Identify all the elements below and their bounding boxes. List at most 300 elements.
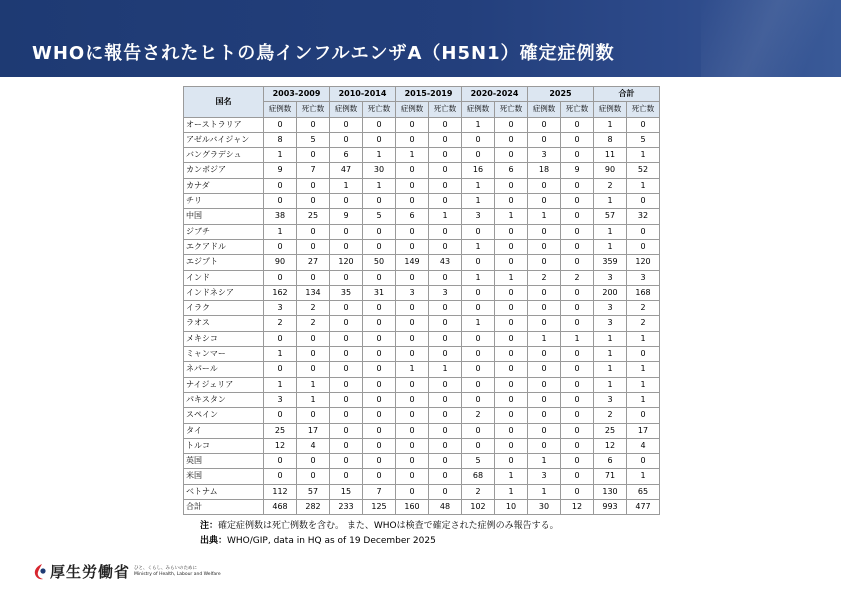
cases-cell: 0	[528, 239, 561, 254]
deaths-cell: 0	[363, 423, 396, 438]
country-cell: 中国	[184, 209, 264, 224]
deaths-cell: 1	[429, 209, 462, 224]
cases-cell: 0	[396, 408, 429, 423]
source-label: 出典：	[200, 536, 228, 546]
cases-cell: 0	[462, 362, 495, 377]
cases-cell: 25	[264, 423, 297, 438]
cases-cell: 0	[264, 239, 297, 254]
cases-cell: 233	[330, 500, 363, 515]
cases-cell: 2	[462, 408, 495, 423]
deaths-cell: 0	[429, 469, 462, 484]
cases-cell: 0	[396, 347, 429, 362]
cases-cell: 1	[330, 178, 363, 193]
note-text: 確定症例数は死亡例数を含む。 また、WHOは検査で確定された症例のみ報告する。	[218, 521, 559, 531]
deaths-cell: 1	[627, 178, 660, 193]
cases-cell: 47	[330, 163, 363, 178]
cases-cell: 0	[330, 469, 363, 484]
cases-cell: 0	[330, 377, 363, 392]
deaths-cell: 0	[561, 148, 594, 163]
cases-cell: 1	[594, 117, 627, 132]
deaths-cell: 0	[297, 224, 330, 239]
deaths-cell: 0	[561, 392, 594, 407]
deaths-cell: 1	[561, 331, 594, 346]
deaths-cell: 0	[297, 178, 330, 193]
cases-cell: 57	[594, 209, 627, 224]
cases-cell: 0	[330, 224, 363, 239]
deaths-cell: 0	[495, 117, 528, 132]
deaths-cell: 1	[627, 148, 660, 163]
deaths-cell: 0	[429, 132, 462, 147]
table-row	[184, 316, 660, 331]
cases-cell: 0	[528, 392, 561, 407]
cases-cell: 0	[396, 301, 429, 316]
cases-cell: 1	[594, 239, 627, 254]
cases-cell: 0	[462, 285, 495, 300]
cases-cell: 0	[396, 132, 429, 147]
cases-cell: 16	[462, 163, 495, 178]
cases-cell: 0	[396, 194, 429, 209]
cases-cell: 11	[594, 148, 627, 163]
deaths-cell: 0	[363, 408, 396, 423]
deaths-cell: 1	[495, 484, 528, 499]
cases-cell: 0	[462, 392, 495, 407]
cases-cell: 0	[396, 438, 429, 453]
table-row	[184, 484, 660, 499]
cases-cell: 1	[594, 362, 627, 377]
cases-cell: 162	[264, 285, 297, 300]
deaths-cell: 0	[561, 423, 594, 438]
period-header: 2003-2009	[264, 87, 330, 102]
deaths-cell: 0	[561, 239, 594, 254]
deaths-cell: 0	[627, 408, 660, 423]
deaths-cell: 5	[627, 132, 660, 147]
cases-cell: 1	[264, 347, 297, 362]
deaths-cell: 0	[627, 454, 660, 469]
cases-cell: 0	[264, 454, 297, 469]
deaths-cell: 125	[363, 500, 396, 515]
deaths-cell: 1	[627, 362, 660, 377]
deaths-cell: 17	[297, 423, 330, 438]
deaths-cell: 0	[561, 194, 594, 209]
deaths-cell: 0	[297, 347, 330, 362]
deaths-cell: 1	[495, 469, 528, 484]
deaths-subheader: 死亡数	[627, 102, 660, 117]
deaths-cell: 0	[561, 285, 594, 300]
table-row	[184, 347, 660, 362]
deaths-cell: 0	[561, 117, 594, 132]
cases-cell: 1	[528, 331, 561, 346]
cases-cell: 0	[330, 392, 363, 407]
deaths-cell: 0	[363, 454, 396, 469]
cases-cell: 2	[462, 484, 495, 499]
cases-cell: 0	[462, 377, 495, 392]
cases-subheader: 症例数	[594, 102, 627, 117]
deaths-cell: 0	[429, 148, 462, 163]
deaths-cell: 0	[297, 194, 330, 209]
deaths-cell: 0	[495, 148, 528, 163]
deaths-cell: 0	[495, 239, 528, 254]
cases-cell: 0	[330, 347, 363, 362]
cases-cell: 8	[594, 132, 627, 147]
country-cell: トルコ	[184, 438, 264, 453]
country-cell: ラオス	[184, 316, 264, 331]
cases-cell: 0	[396, 224, 429, 239]
ministry-tagline	[134, 566, 221, 578]
deaths-cell: 30	[363, 163, 396, 178]
deaths-cell: 2	[627, 301, 660, 316]
cases-cell: 0	[528, 362, 561, 377]
deaths-cell: 17	[627, 423, 660, 438]
deaths-cell: 3	[429, 285, 462, 300]
deaths-cell: 0	[561, 347, 594, 362]
cases-cell: 0	[396, 423, 429, 438]
source-text: WHO/GIP, data in HQ as of 19 December 2025	[227, 536, 436, 546]
deaths-cell: 0	[297, 239, 330, 254]
table-row	[184, 285, 660, 300]
cases-cell: 12	[594, 438, 627, 453]
cases-cell: 0	[528, 255, 561, 270]
deaths-cell: 0	[363, 392, 396, 407]
cases-cell: 0	[264, 178, 297, 193]
table-row	[184, 377, 660, 392]
period-header-row	[184, 87, 660, 102]
deaths-cell: 0	[495, 178, 528, 193]
cases-subheader: 症例数	[330, 102, 363, 117]
cases-cell: 38	[264, 209, 297, 224]
cases-cell: 0	[330, 270, 363, 285]
cases-cell: 0	[330, 423, 363, 438]
deaths-cell: 1	[627, 377, 660, 392]
country-cell: エクアドル	[184, 239, 264, 254]
cases-cell: 3	[594, 316, 627, 331]
cases-cell: 0	[330, 301, 363, 316]
country-cell: 英国	[184, 454, 264, 469]
deaths-cell: 0	[495, 194, 528, 209]
deaths-cell: 0	[561, 132, 594, 147]
cases-cell: 0	[528, 194, 561, 209]
deaths-cell: 4	[627, 438, 660, 453]
cases-cell: 0	[528, 117, 561, 132]
deaths-cell: 0	[429, 331, 462, 346]
cases-cell: 9	[330, 209, 363, 224]
table-row	[184, 331, 660, 346]
cases-cell: 0	[330, 239, 363, 254]
deaths-cell: 0	[297, 270, 330, 285]
cases-cell: 3	[594, 301, 627, 316]
deaths-cell: 0	[429, 301, 462, 316]
cases-cell: 130	[594, 484, 627, 499]
deaths-cell: 0	[495, 362, 528, 377]
ministry-logo	[33, 561, 221, 582]
deaths-cell: 0	[429, 224, 462, 239]
table-row	[184, 454, 660, 469]
deaths-cell: 0	[495, 347, 528, 362]
cases-cell: 12	[264, 438, 297, 453]
cases-cell: 5	[462, 454, 495, 469]
table-row	[184, 408, 660, 423]
cases-cell: 0	[396, 484, 429, 499]
deaths-cell: 477	[627, 500, 660, 515]
cases-subheader: 症例数	[264, 102, 297, 117]
deaths-cell: 0	[297, 117, 330, 132]
table-row	[184, 239, 660, 254]
deaths-cell: 43	[429, 255, 462, 270]
period-header: 2025	[528, 87, 594, 102]
cases-cell: 1	[528, 454, 561, 469]
cases-cell: 0	[528, 408, 561, 423]
deaths-cell: 0	[429, 239, 462, 254]
deaths-cell: 0	[297, 148, 330, 163]
cases-cell: 3	[594, 270, 627, 285]
deaths-cell: 0	[363, 362, 396, 377]
cases-cell: 0	[396, 331, 429, 346]
deaths-cell: 1	[363, 148, 396, 163]
cases-cell: 1	[528, 484, 561, 499]
deaths-subheader: 死亡数	[297, 102, 330, 117]
country-cell: チリ	[184, 194, 264, 209]
cases-cell: 0	[528, 132, 561, 147]
deaths-cell: 32	[627, 209, 660, 224]
deaths-subheader: 死亡数	[363, 102, 396, 117]
deaths-cell: 168	[627, 285, 660, 300]
deaths-cell: 1	[297, 377, 330, 392]
cases-cell: 359	[594, 255, 627, 270]
deaths-cell: 0	[363, 132, 396, 147]
cases-cell: 0	[264, 117, 297, 132]
cases-cell: 0	[330, 408, 363, 423]
deaths-cell: 5	[363, 209, 396, 224]
period-header: 2010-2014	[330, 87, 396, 102]
cases-cell: 0	[396, 270, 429, 285]
cases-cell: 0	[330, 438, 363, 453]
country-cell: インドネシア	[184, 285, 264, 300]
cases-cell: 0	[528, 423, 561, 438]
cases-cell: 3	[594, 392, 627, 407]
cases-subheader: 症例数	[528, 102, 561, 117]
cases-cell: 0	[396, 316, 429, 331]
cases-cell: 3	[396, 285, 429, 300]
cases-cell: 200	[594, 285, 627, 300]
deaths-cell: 0	[429, 392, 462, 407]
table-row	[184, 194, 660, 209]
cases-cell: 0	[528, 347, 561, 362]
table-row	[184, 301, 660, 316]
deaths-cell: 0	[561, 362, 594, 377]
cases-cell: 1	[594, 377, 627, 392]
deaths-cell: 0	[363, 239, 396, 254]
deaths-cell: 0	[297, 454, 330, 469]
deaths-cell: 0	[495, 423, 528, 438]
table-row	[184, 132, 660, 147]
deaths-cell: 52	[627, 163, 660, 178]
deaths-cell: 0	[495, 255, 528, 270]
country-cell: エジプト	[184, 255, 264, 270]
deaths-cell: 0	[297, 331, 330, 346]
deaths-cell: 0	[561, 301, 594, 316]
cases-cell: 71	[594, 469, 627, 484]
deaths-cell: 0	[561, 438, 594, 453]
title-banner	[0, 0, 841, 77]
deaths-cell: 7	[363, 484, 396, 499]
cases-cell: 0	[330, 132, 363, 147]
cases-cell: 15	[330, 484, 363, 499]
deaths-cell: 0	[627, 239, 660, 254]
cases-cell: 0	[264, 270, 297, 285]
deaths-cell: 0	[429, 377, 462, 392]
deaths-cell: 1	[297, 392, 330, 407]
deaths-cell: 6	[495, 163, 528, 178]
cases-cell: 0	[396, 163, 429, 178]
deaths-cell: 0	[561, 209, 594, 224]
country-cell: 米国	[184, 469, 264, 484]
deaths-cell: 0	[495, 316, 528, 331]
deaths-cell: 0	[429, 178, 462, 193]
cases-cell: 0	[330, 454, 363, 469]
cases-cell: 0	[264, 194, 297, 209]
deaths-cell: 10	[495, 500, 528, 515]
cases-cell: 6	[396, 209, 429, 224]
table-row	[184, 148, 660, 163]
table-row	[184, 423, 660, 438]
country-cell: オーストラリア	[184, 117, 264, 132]
deaths-cell: 0	[429, 316, 462, 331]
deaths-cell: 0	[495, 301, 528, 316]
cases-cell: 1	[264, 224, 297, 239]
deaths-cell: 31	[363, 285, 396, 300]
deaths-cell: 0	[495, 224, 528, 239]
cases-cell: 0	[330, 117, 363, 132]
deaths-subheader: 死亡数	[495, 102, 528, 117]
deaths-cell: 2	[297, 316, 330, 331]
deaths-cell: 0	[495, 438, 528, 453]
deaths-cell: 0	[495, 377, 528, 392]
cases-cell: 0	[396, 239, 429, 254]
deaths-cell: 0	[495, 132, 528, 147]
cases-cell: 0	[264, 469, 297, 484]
deaths-cell: 0	[495, 285, 528, 300]
cases-cell: 1	[462, 316, 495, 331]
cases-cell: 30	[528, 500, 561, 515]
cases-cell: 0	[462, 224, 495, 239]
deaths-cell: 27	[297, 255, 330, 270]
cases-cell: 1	[396, 148, 429, 163]
table-row	[184, 270, 660, 285]
deaths-cell: 0	[363, 270, 396, 285]
deaths-cell: 1	[429, 362, 462, 377]
deaths-cell: 0	[627, 347, 660, 362]
cases-cell: 9	[264, 163, 297, 178]
deaths-cell: 0	[495, 454, 528, 469]
deaths-cell: 48	[429, 500, 462, 515]
cases-cell: 6	[330, 148, 363, 163]
deaths-cell: 3	[627, 270, 660, 285]
deaths-cell: 50	[363, 255, 396, 270]
cases-cell: 0	[462, 255, 495, 270]
deaths-cell: 1	[627, 469, 660, 484]
cases-table	[183, 86, 660, 515]
deaths-cell: 0	[495, 331, 528, 346]
deaths-cell: 0	[429, 117, 462, 132]
cases-cell: 0	[330, 194, 363, 209]
footnotes	[200, 519, 559, 549]
table-row	[184, 163, 660, 178]
ministry-name: 厚生労働省	[50, 563, 131, 581]
deaths-cell: 120	[627, 255, 660, 270]
tagline-en: Ministry of Health, Labour and Welfare	[134, 571, 221, 577]
deaths-cell: 0	[429, 408, 462, 423]
deaths-cell: 0	[561, 316, 594, 331]
country-cell: メキシコ	[184, 331, 264, 346]
deaths-cell: 0	[297, 408, 330, 423]
cases-cell: 0	[264, 362, 297, 377]
deaths-cell: 12	[561, 500, 594, 515]
deaths-cell: 1	[363, 178, 396, 193]
period-header: 合計	[594, 87, 660, 102]
deaths-cell: 0	[561, 377, 594, 392]
cases-cell: 1	[264, 377, 297, 392]
deaths-cell: 2	[297, 301, 330, 316]
cases-cell: 3	[264, 301, 297, 316]
deaths-cell: 0	[363, 316, 396, 331]
deaths-subheader: 死亡数	[429, 102, 462, 117]
period-header: 2015-2019	[396, 87, 462, 102]
country-cell: インド	[184, 270, 264, 285]
cases-cell: 0	[462, 347, 495, 362]
cases-cell: 0	[462, 132, 495, 147]
note-label: 注：	[200, 521, 219, 531]
cases-table-body	[184, 117, 660, 515]
note-line	[200, 519, 559, 534]
cases-cell: 1	[396, 362, 429, 377]
deaths-cell: 0	[561, 224, 594, 239]
cases-cell: 8	[264, 132, 297, 147]
cases-cell: 149	[396, 255, 429, 270]
cases-cell: 3	[462, 209, 495, 224]
cases-cell: 2	[264, 316, 297, 331]
cases-cell: 0	[462, 301, 495, 316]
cases-cell: 0	[330, 331, 363, 346]
country-cell: アゼルバイジャン	[184, 132, 264, 147]
country-cell: ナイジェリア	[184, 377, 264, 392]
deaths-cell: 0	[297, 362, 330, 377]
deaths-cell: 1	[495, 209, 528, 224]
deaths-cell: 7	[297, 163, 330, 178]
deaths-cell: 0	[363, 194, 396, 209]
cases-cell: 0	[462, 331, 495, 346]
country-cell: ミャンマー	[184, 347, 264, 362]
deaths-cell: 0	[363, 117, 396, 132]
cases-cell: 1	[594, 347, 627, 362]
deaths-cell: 0	[297, 469, 330, 484]
deaths-cell: 0	[363, 301, 396, 316]
deaths-cell: 9	[561, 163, 594, 178]
cases-cell: 1	[594, 224, 627, 239]
cases-cell: 1	[594, 331, 627, 346]
cases-cell: 0	[528, 377, 561, 392]
cases-cell: 0	[528, 178, 561, 193]
deaths-cell: 25	[297, 209, 330, 224]
cases-cell: 1	[462, 270, 495, 285]
cases-cell: 1	[462, 117, 495, 132]
deaths-cell: 0	[561, 178, 594, 193]
cases-cell: 0	[396, 454, 429, 469]
table-row	[184, 224, 660, 239]
cases-cell: 0	[528, 301, 561, 316]
deaths-cell: 0	[627, 224, 660, 239]
deaths-cell: 0	[363, 224, 396, 239]
deaths-cell: 1	[495, 270, 528, 285]
cases-cell: 0	[330, 362, 363, 377]
